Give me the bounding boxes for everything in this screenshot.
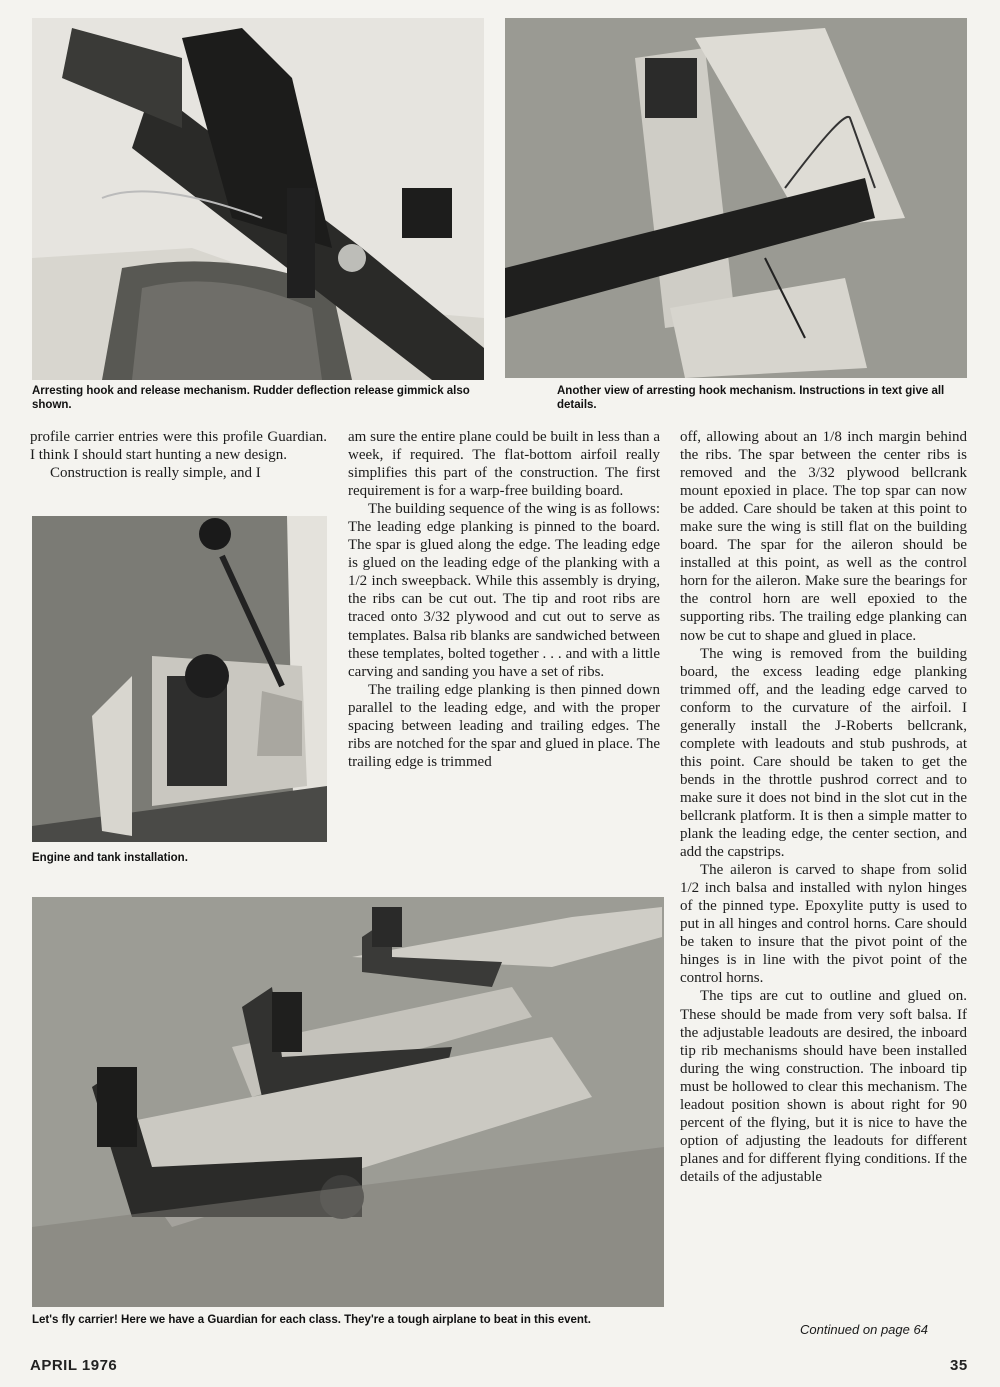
- text-column-3: [680, 428, 967, 1186]
- col1-paragraph-1: profile carrier entries were this profile Guardian. I think I should start hunting a new design.: [30, 429, 327, 464]
- text-column-2: [348, 428, 660, 771]
- col3-paragraph-4: The tips are cut to outline and glued on. These should be made from very soft balsa. If the adjustable leadouts are desired, the inboard tip rib mechanisms should have been installed during the wing construction. The inboard tip must be hollowed to clear this mechanism. The leadout position shown is about right for 90 percent of the flying, but it is nice to have the option of adjusting the leadouts for different planes and for different flying conditions. If the details of the adjustable: [680, 988, 967, 1185]
- continued-note: Continued on page 64: [800, 1322, 928, 1337]
- photo-hook-mechanism: [505, 18, 967, 378]
- photo2-caption: Another view of arresting hook mechanism. Instructions in text give all details.: [557, 385, 945, 411]
- photo1-caption: Arresting hook and release mechanism. Rudder deflection release gimmick also shown.: [32, 385, 470, 411]
- text-column-1: [30, 428, 327, 482]
- col3-paragraph-3: The aileron is carved to shape from solid 1/2 inch balsa and installed with nylon hinges of the pinned type. Epoxylite putty is used to put in all hinges and control horns. Care should be taken to insure that the pivot point of the hinges is in line with the pivot point of the control horns.: [680, 862, 967, 987]
- col2-paragraph-2: The building sequence of the wing is as follows: The leading edge planking is pinned to the board. The spar is glued along the edge. The leading edge is glued on the leading edge of the planking with a 1/2 inch sweepback. While this assembly is drying, the ribs can be cut out. The tip and root ribs are traced onto 3/32 plywood and cut out to serve as templates. Balsa rib blanks are sandwiched between these templates, bolted together . . . and with a little carving and sanding you have a set of ribs.: [348, 501, 660, 680]
- issue-date: APRIL 1976: [30, 1357, 118, 1374]
- photo3-caption: Engine and tank installation.: [32, 852, 188, 864]
- col1-paragraph-2: Construction is really simple, and I: [50, 465, 261, 482]
- photo-three-guardians: [32, 897, 664, 1307]
- col2-paragraph-1: am sure the entire plane could be built in less than a week, if required. The flat-bottom airfoil really simplifies this part of the construction. The first requirement is for a warp-free building board.: [348, 429, 660, 500]
- col3-paragraph-1: off, allowing about an 1/8 inch margin behind the ribs. The spar between the center ribs is removed and the 3/32 plywood bellcrank mount epoxied in place. The top spar can now be added. Care should be taken at this point to make sure the wing is still flat on the building board. The spar for the aileron should be installed at this point, as well as the control horn for the aileron. Make sure the bearings for the control horn are well epoxied to the supporting ribs. The trailing edge planking can now be cut to shape and glued in place.: [680, 429, 967, 644]
- col3-paragraph-2: The wing is removed from the building board, the excess leading edge planking trimmed off, and the leading edge carved to conform to the curvature of the airfoil. I generally install the J-Roberts bellcrank, complete with leadouts and stub pushrods, at this point. Care should be taken to get the bends in the throttle pushrod correct and to make sure it does not bind in the slot cut in the bellcrank platform. It is then a simple matter to plank the leading edge, the center section, and add the capstrips.: [680, 645, 967, 861]
- photo-engine-tank: [32, 516, 327, 842]
- page-number: 35: [950, 1357, 968, 1374]
- photo-arresting-hook: [32, 18, 484, 380]
- photo4-caption: Let's fly carrier! Here we have a Guardian for each class. They're a tough airplane to beat in this event.: [32, 1314, 591, 1326]
- col2-paragraph-3: The trailing edge planking is then pinned down parallel to the leading edge, and with the proper spacing between leading and trailing edges. The ribs are notched for the spar and glued in place. The trailing edge is trimmed: [348, 681, 660, 770]
